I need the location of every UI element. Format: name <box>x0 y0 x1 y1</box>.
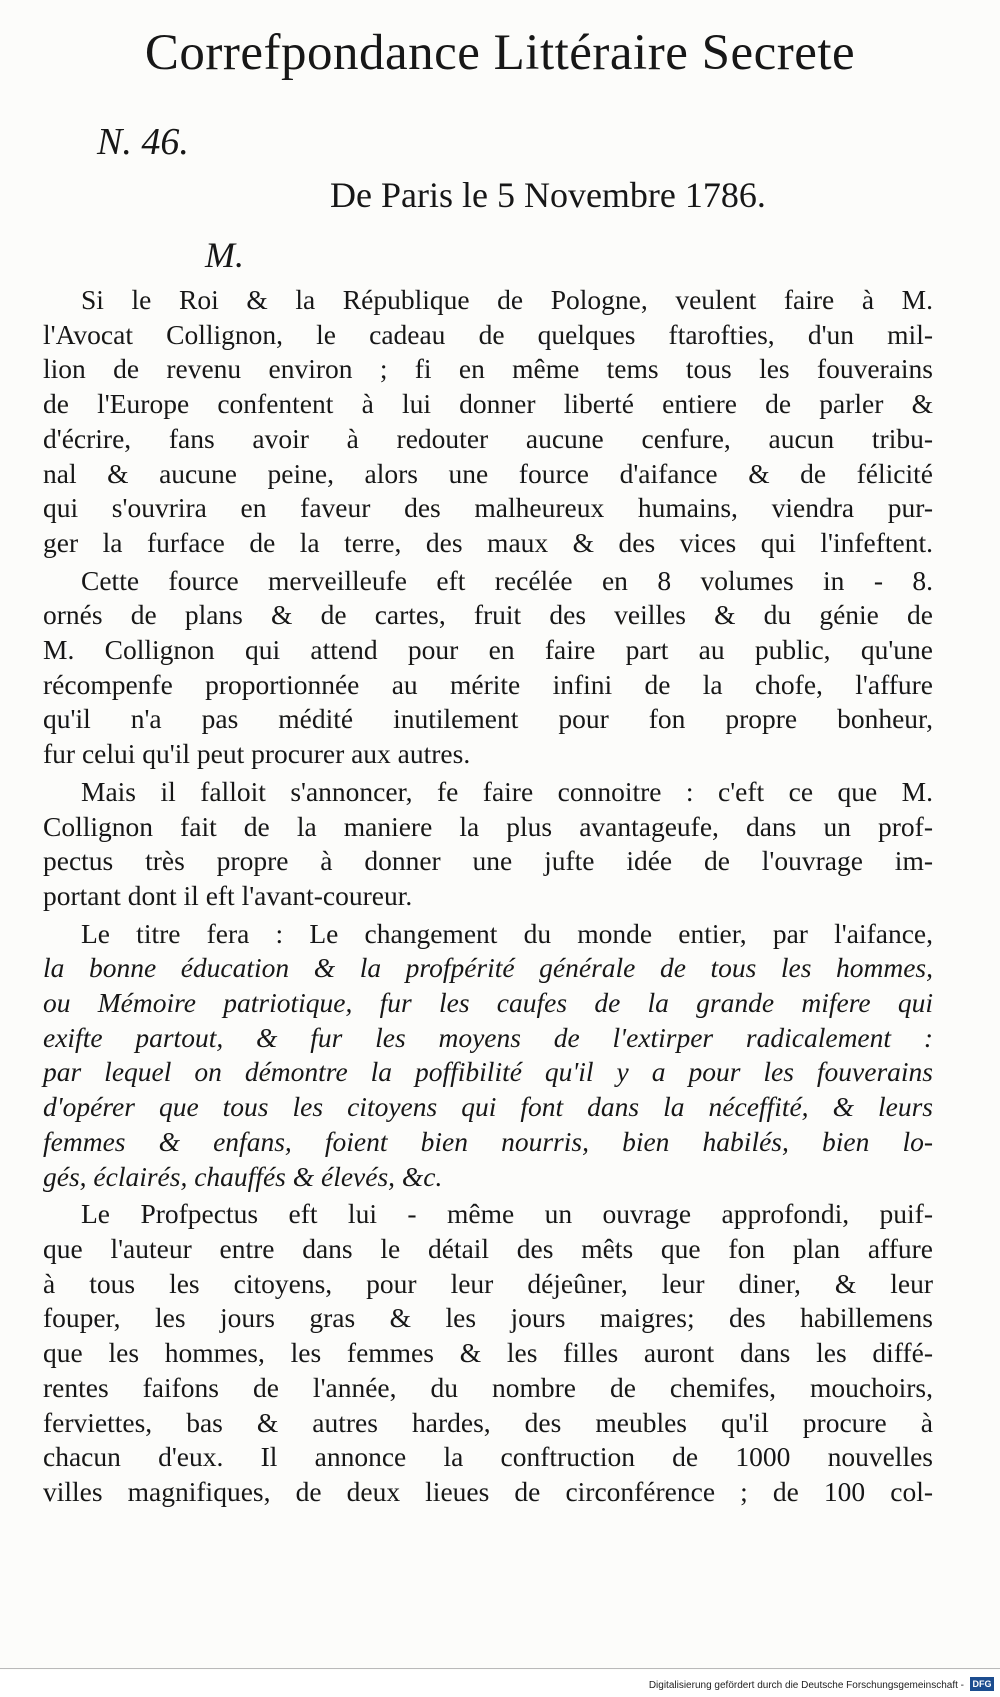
text-line: Le titre fera : Le changement du monde entier, par l'aifance, <box>81 917 933 949</box>
salutation: M. <box>205 235 244 275</box>
text-line: la bonne éducation & la profpérité générale de tous les hommes, <box>43 952 933 984</box>
text-line: ornés de plans & de cartes, fruit des veilles & du génie de <box>43 599 933 631</box>
text-line: Collignon fait de la maniere la plus avantageufe, dans un prof- <box>43 810 933 842</box>
text-line: récompenfe proportionnée au mérite infini de la chofe, l'affure <box>43 668 933 700</box>
text-line: que l'auteur entre dans le détail des mêts que fon plan affure <box>43 1232 933 1264</box>
text-line: portant dont il eft l'avant-coureur. <box>43 879 413 911</box>
paragraph <box>43 1197 933 1509</box>
text-line: nal & aucune peine, alors une fource d'aifance & de félicité <box>43 457 933 489</box>
text-line: fur celui qu'il peut procurer aux autres. <box>43 738 471 770</box>
text-line: exifte partout, & fur les moyens de l'extirper radicalement : <box>43 1021 933 1053</box>
text-line: de l'Europe confentent à lui donner liberté entiere de parler & <box>43 388 933 420</box>
issue-number: N. 46. <box>97 121 189 163</box>
text-line: l'Avocat Collignon, le cadeau de quelques ftarofties, d'un mil- <box>43 318 933 350</box>
text-line: fouper, les jours gras & les jours maigres; des habillemens <box>43 1302 933 1334</box>
text-line: villes magnifiques, de deux lieues de circonférence ; de 100 col- <box>43 1475 933 1507</box>
text-line: Le Profpectus eft lui - même un ouvrage approfondi, puif- <box>81 1198 933 1230</box>
text-line: M. Collignon qui attend pour en faire part au public, qu'une <box>43 634 933 666</box>
paragraph <box>43 564 933 772</box>
text-line: lion de revenu environ ; fi en même tems tous les fouverains <box>43 353 933 385</box>
article-body <box>43 283 933 1513</box>
text-line: à tous les citoyens, pour leur déjeûner, leur diner, & leur <box>43 1267 933 1299</box>
text-line: d'opérer que tous les citoyens qui font dans la néceffité, & leurs <box>43 1091 933 1123</box>
digitization-credit: Digitalisierung gefördert durch die Deutsche Forschungsgemeinschaft - <box>648 1680 964 1691</box>
text-line: ou Mémoire patriotique, fur les caufes de la grande mifere qui <box>43 987 933 1019</box>
text-line: femmes & enfans, foient bien nourris, bien habilés, bien lo- <box>43 1125 933 1157</box>
text-line: ferviettes, bas & autres hardes, des meubles qu'il procure à <box>43 1406 933 1438</box>
text-line: pectus très propre à donner une jufte idée de l'ouvrage im- <box>43 845 933 877</box>
dateline: De Paris le 5 Novembre 1786. <box>330 175 766 215</box>
text-line: qui s'ouvrira en faveur des malheureux humains, viendra pur- <box>43 492 933 524</box>
text-line: que les hommes, les femmes & les filles auront dans les diffé- <box>43 1337 933 1369</box>
text-line: par lequel on démontre la poffibilité qu'il y a pour les fouverains <box>43 1056 933 1088</box>
text-line: rentes faifons de l'année, du nombre de chemifes, mouchoirs, <box>43 1371 933 1403</box>
text-line: Cette fource merveilleufe eft recélée en 8 volumes in - 8. <box>81 564 933 596</box>
paragraph <box>43 775 933 914</box>
text-line: chacun d'eux. Il annonce la conftruction de 1000 nouvelles <box>43 1441 933 1473</box>
paragraph <box>43 283 933 561</box>
text-line: d'écrire, fans avoir à redouter aucune cenfure, aucun tribu- <box>43 422 933 454</box>
journal-title: Correfpondance Littéraire Secrete <box>144 25 856 81</box>
text-line: Si le Roi & la République de Pologne, veulent faire à M. <box>81 284 933 315</box>
paragraph <box>43 917 933 1195</box>
text-line: ger la furface de la terre, des maux & des vices qui l'infeftent. <box>43 526 933 558</box>
text-line: Mais il falloit s'annoncer, fe faire connoitre : c'eft ce que M. <box>81 775 933 807</box>
footer-divider <box>0 1668 1000 1669</box>
dfg-logo-icon: DFG <box>970 1677 994 1691</box>
text-line: qu'il n'a pas médité inutilement pour fon propre bonheur, <box>43 703 933 735</box>
text-line: gés, éclairés, chauffés & élevés, &c. <box>43 1160 443 1192</box>
